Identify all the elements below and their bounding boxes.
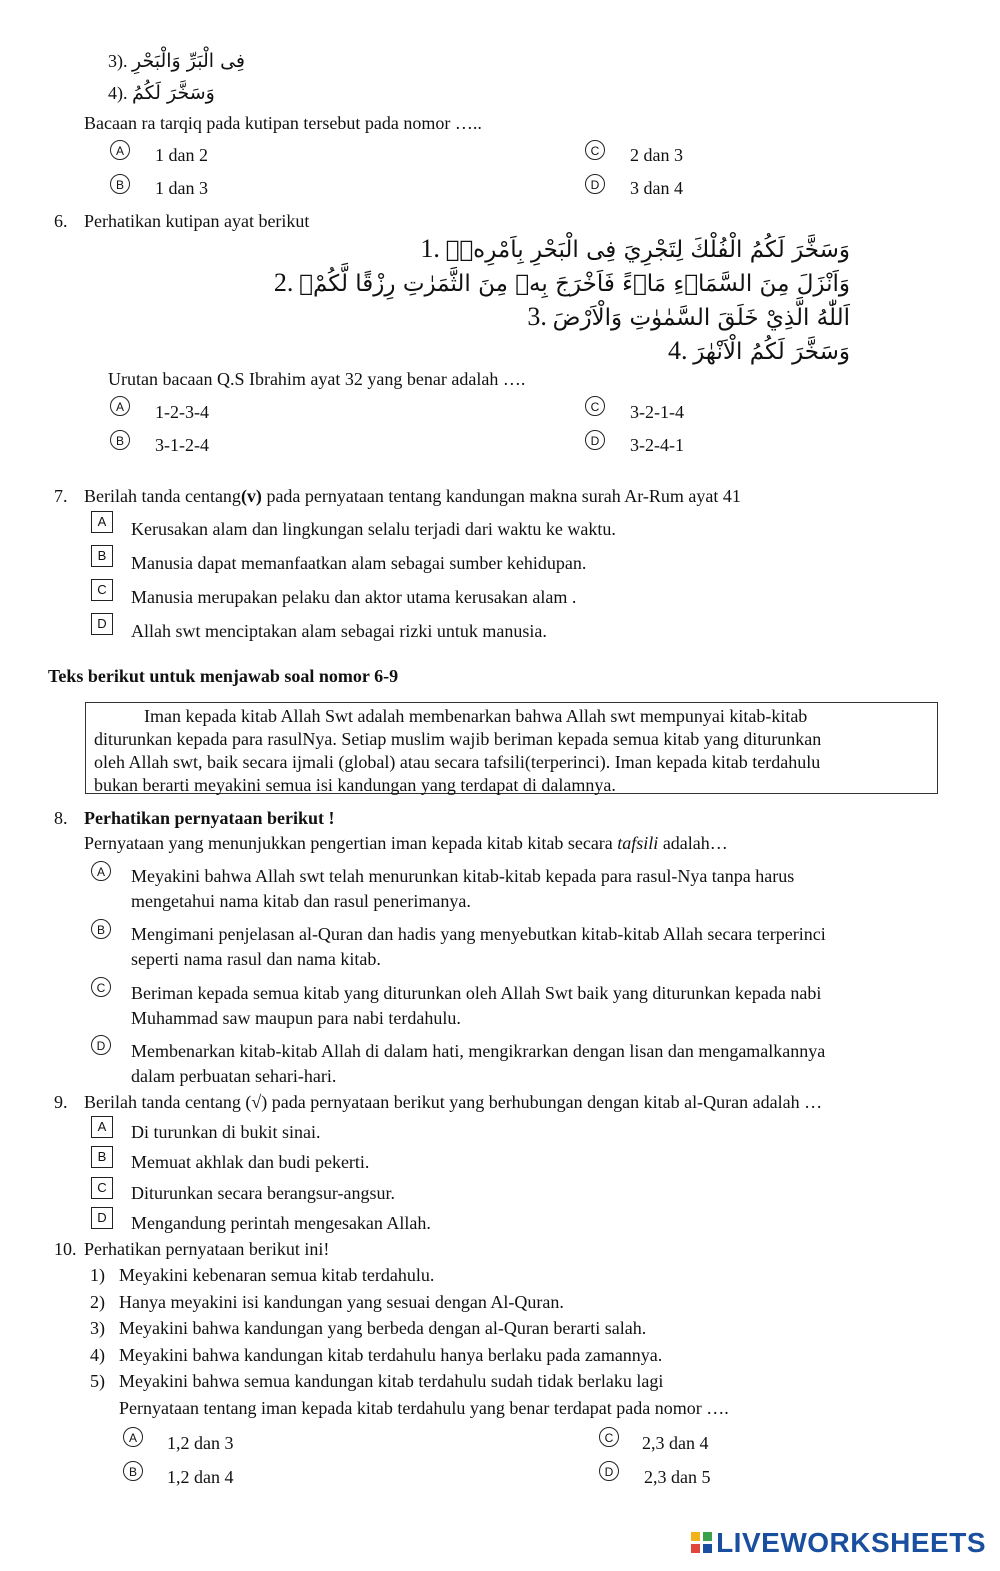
q6-verse-3 <box>527 302 850 332</box>
q9-option-d-text: Mengandung perintah mengesakan Allah. <box>131 1213 431 1233</box>
q7-option-c-text: Manusia merupakan pelaku dan aktor utama kerusakan alam . <box>131 587 577 607</box>
passage-line-2: diturunkan kepada para rasulNya. Setiap muslim wajib beriman kepada semua kitab yang diturunkan <box>94 729 822 749</box>
q10-statement-2-num: 2) <box>90 1292 105 1312</box>
passage-line-3: oleh Allah swt, baik secara ijmali (global) atau secara tafsili(terperinci). Iman kepada kitab terdahulu <box>94 752 821 772</box>
q6-question: Urutan bacaan Q.S Ibrahim ayat 32 yang benar adalah …. <box>108 369 526 389</box>
q10-statement-4-text: Meyakini bahwa kandungan kitab terdahulu hanya berlaku pada zamannya. <box>119 1345 663 1365</box>
liveworksheets-logo <box>690 1527 986 1559</box>
q5-option-a-marker[interactable]: A <box>110 140 130 160</box>
q7-stem <box>84 486 741 507</box>
q7-number: 7. <box>54 486 68 506</box>
q9-option-b-checkbox[interactable]: B <box>91 1146 113 1168</box>
q8-stem <box>84 833 728 854</box>
q5-item-4-arabic: وَسَخَّرَ لَكُمُ <box>132 82 215 104</box>
q10-option-b-marker[interactable]: B <box>123 1461 143 1481</box>
q10-option-a-marker[interactable]: A <box>123 1427 143 1447</box>
q8-option-a-line1: Meyakini bahwa Allah swt telah menurunkan kitab-kitab kepada para rasul-Nya tanpa harus <box>131 866 795 886</box>
q10-statement-5 <box>90 1371 663 1392</box>
q5-item-3 <box>108 50 245 72</box>
q9-option-b-text: Memuat akhlak dan budi pekerti. <box>131 1152 370 1172</box>
q7-option-a-text: Kerusakan alam dan lingkungan selalu terjadi dari waktu ke waktu. <box>131 519 616 539</box>
q10-option-c-marker[interactable]: C <box>599 1427 619 1447</box>
q8-option-d-marker[interactable]: D <box>91 1035 111 1055</box>
q5-option-c-marker[interactable]: C <box>585 140 605 160</box>
q8-option-b-line1: Mengimani penjelasan al-Quran dan hadis yang menyebutkan kitab-kitab Allah secara terperinci <box>131 924 826 944</box>
q10-statement-3-num: 3) <box>90 1318 105 1338</box>
q6-verse-3-num: .3 <box>527 302 547 331</box>
q10-option-d-marker[interactable]: D <box>599 1461 619 1481</box>
q10-statement-4 <box>90 1345 662 1366</box>
q10-option-a-text: 1,2 dan 3 <box>167 1433 234 1453</box>
q10-statement-2-text: Hanya meyakini isi kandungan yang sesuai dengan Al-Quran. <box>119 1292 564 1312</box>
q5-item-4-num: 4). <box>108 83 128 103</box>
q8-option-b-line2: seperti nama rasul dan nama kitab. <box>131 949 381 969</box>
q5-item-3-arabic: فِى الْبَرِّ وَالْبَحْرِ <box>132 50 246 72</box>
q8-option-a-marker[interactable]: A <box>91 861 111 881</box>
q6-verse-2 <box>274 268 850 298</box>
q8-option-a-line2: mengetahui nama kitab dan rasul penerimanya. <box>131 891 471 911</box>
q8-title: Perhatikan pernyataan berikut ! <box>84 808 335 828</box>
q7-option-b-text: Manusia dapat memanfaatkan alam sebagai sumber kehidupan. <box>131 553 587 573</box>
q6-verse-4 <box>668 336 850 366</box>
q6-option-b-marker[interactable]: B <box>110 430 130 450</box>
passage-line-4: bukan berarti meyakini semua isi kandungan yang terdapat di dalamnya. <box>94 775 616 795</box>
q6-verse-1 <box>420 234 850 264</box>
q10-question: Pernyataan tentang iman kepada kitab terdahulu yang benar terdapat pada nomor …. <box>119 1398 729 1418</box>
passage-line-1: Iman kepada kitab Allah Swt adalah membenarkan bahwa Allah swt mempunyai kitab-kitab <box>144 706 808 726</box>
q7-stem-mark: (v) <box>240 486 262 506</box>
q10-option-c-text: 2,3 dan 4 <box>642 1433 709 1453</box>
q10-statement-1 <box>90 1265 434 1286</box>
q5-item-3-num: 3). <box>108 51 128 71</box>
q8-number: 8. <box>54 808 68 828</box>
q6-option-d-text: 3-2-4-1 <box>630 435 684 455</box>
q10-statement-5-num: 5) <box>90 1371 105 1391</box>
q10-statement-3-text: Meyakini bahwa kandungan yang berbeda dengan al-Quran berarti salah. <box>119 1318 647 1338</box>
q8-stem-a: Pernyataan yang menunjukkan pengertian iman kepada kitab kitab secara <box>84 833 613 853</box>
q8-option-d-line1: Membenarkan kitab-kitab Allah di dalam hati, mengikrarkan dengan lisan dan mengamalkannya <box>131 1041 826 1061</box>
q9-option-a-checkbox[interactable]: A <box>91 1116 113 1138</box>
q9-number: 9. <box>54 1092 68 1112</box>
q10-statement-5-text: Meyakini bahwa semua kandungan kitab terdahulu sudah tidak berlaku lagi <box>119 1371 664 1391</box>
q8-stem-b: adalah… <box>662 833 728 853</box>
q7-stem-b: pada pernyataan tentang kandungan makna surah Ar-Rum ayat 41 <box>266 486 741 506</box>
liveworksheets-logo-text: LIVEWORKSHEETS <box>716 1527 986 1558</box>
q10-stem: Perhatikan pernyataan berikut ini! <box>84 1239 330 1259</box>
q5-option-a-text: 1 dan 2 <box>155 145 208 165</box>
q6-verse-2-arabic: وَاَنْزَلَ مِنَ السَّمَاۤءِ مَاۤءً فَاَخْرَجَ بِهٖ مِنَ الثَّمَرٰتِ رِزْقًا لَّكُمْۚ <box>299 271 850 297</box>
q6-verse-1-num: .1 <box>420 234 440 263</box>
q5-option-b-marker[interactable]: B <box>110 174 130 194</box>
q9-option-c-checkbox[interactable]: C <box>91 1177 113 1199</box>
q10-statement-1-text: Meyakini kebenaran semua kitab terdahulu. <box>119 1265 435 1285</box>
q6-verse-4-num: .4 <box>667 336 688 365</box>
q8-option-b-marker[interactable]: B <box>91 919 111 939</box>
q6-number: 6. <box>54 211 68 231</box>
q10-statement-1-num: 1) <box>90 1265 105 1285</box>
q7-option-d-checkbox[interactable]: D <box>91 613 113 635</box>
passage-box <box>85 702 938 794</box>
q5-option-d-text: 3 dan 4 <box>630 178 683 198</box>
q10-statement-2 <box>90 1292 564 1313</box>
q8-option-c-line2: Muhammad saw maupun para nabi terdahulu. <box>131 1008 461 1028</box>
q9-option-c-text: Diturunkan secara berangsur-angsur. <box>131 1183 396 1203</box>
q5-option-b-text: 1 dan 3 <box>155 178 208 198</box>
q6-option-c-marker[interactable]: C <box>585 396 605 416</box>
q6-verse-1-arabic: وَسَخَّرَ لَكُمُ الْفُلْكَ لِتَجْرِيَ فِى الْبَحْرِ بِاَمْرِهٖۚ <box>445 237 850 263</box>
q6-intro: Perhatikan kutipan ayat berikut <box>84 211 310 231</box>
q10-option-d-text: 2,3 dan 5 <box>644 1467 711 1487</box>
q9-option-a-text: Di turunkan di bukit sinai. <box>131 1122 321 1142</box>
q7-option-d-text: Allah swt menciptakan alam sebagai rizki untuk manusia. <box>131 621 547 641</box>
q6-verse-2-num: .2 <box>273 268 294 297</box>
q5-option-d-marker[interactable]: D <box>585 174 605 194</box>
q10-statement-4-num: 4) <box>90 1345 105 1365</box>
q8-option-d-line2: dalam perbuatan sehari-hari. <box>131 1066 337 1086</box>
q6-option-a-marker[interactable]: A <box>110 396 130 416</box>
liveworksheets-logo-icon <box>690 1530 714 1556</box>
q7-option-a-checkbox[interactable]: A <box>91 511 113 533</box>
passage-heading: Teks berikut untuk menjawab soal nomor 6-9 <box>48 666 399 686</box>
q6-verse-4-arabic: وَسَخَّرَ لَكُمُ الْاَنْهٰرَ <box>693 339 850 365</box>
q6-verse-3-arabic: اَللّٰهُ الَّذِيْ خَلَقَ السَّمٰوٰتِ وَالْاَرْضَ <box>552 305 850 331</box>
q10-number: 10. <box>54 1239 77 1259</box>
q6-option-a-text: 1-2-3-4 <box>155 402 209 422</box>
q5-option-c-text: 2 dan 3 <box>630 145 683 165</box>
q10-statement-3 <box>90 1318 646 1339</box>
q7-stem-a: Berilah tanda centang <box>84 486 241 506</box>
q8-option-c-marker[interactable]: C <box>91 977 111 997</box>
q7-option-c-checkbox[interactable]: C <box>91 579 113 601</box>
q9-stem: Berilah tanda centang (√) pada pernyataan berikut yang berhubungan dengan kitab al-Quran adalah … <box>84 1092 823 1112</box>
q9-option-d-checkbox[interactable]: D <box>91 1207 113 1229</box>
q6-option-c-text: 3-2-1-4 <box>630 402 684 422</box>
q7-option-b-checkbox[interactable]: B <box>91 545 113 567</box>
q8-option-c-line1: Beriman kepada semua kitab yang diturunkan oleh Allah Swt baik yang diturunkan kepada nabi <box>131 983 822 1003</box>
q6-option-b-text: 3-1-2-4 <box>155 435 209 455</box>
q5-question: Bacaan ra tarqiq pada kutipan tersebut pada nomor ….. <box>84 113 482 133</box>
q6-option-d-marker[interactable]: D <box>585 430 605 450</box>
q5-item-4 <box>108 82 215 104</box>
q8-stem-italic: tafsili <box>617 833 659 853</box>
q10-option-b-text: 1,2 dan 4 <box>167 1467 234 1487</box>
